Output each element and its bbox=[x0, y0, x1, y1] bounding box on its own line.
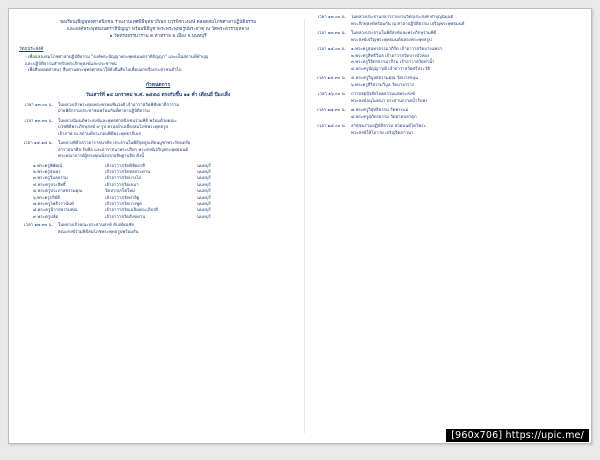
monk-province: นนทบุรี bbox=[197, 176, 211, 182]
schedule-description bbox=[58, 141, 297, 161]
schedule-line: บวชพิธีพระภิกษุสงฆ์ ๙ รูป ครองผ้าเหลืองสมโภชพระพุทธรูป bbox=[58, 125, 169, 130]
right-column bbox=[312, 15, 582, 437]
schedule-description bbox=[351, 47, 582, 73]
schedule-time: เวลา ๑๖.๐๐ น. bbox=[317, 92, 346, 97]
monk-name: ๗.พระครูโพธิวรานันท์ bbox=[33, 201, 74, 207]
schedule-line: ๗.พระครูวิสุทธิธรรม วัดพระแม่ bbox=[351, 108, 409, 113]
schedule-time: เวลา ๑๗.๓๐ น. bbox=[24, 223, 53, 229]
left-schedule-rows bbox=[19, 103, 297, 161]
schedule-row bbox=[312, 108, 582, 121]
schedule-row bbox=[19, 141, 297, 161]
schedule-line: ในหลวงนิมนต์พระสงฆ์และพุทธศาสนิกชนร่วมพิธี พร้อมด้วยคณะ bbox=[58, 118, 177, 124]
image-size-watermark: [960x706] https://upic.me/ bbox=[446, 429, 589, 442]
schedule-line: ๕.พระครูวิบูลย์ธรรมคุณ วัดบางขนุน bbox=[351, 76, 419, 81]
schedule-time: เวลา ๑๗.๓๐ น. bbox=[317, 108, 346, 113]
header-line-2: และองค์พระพุทธมนตราหิปัญญา พร้อมพิธีบูชาพระพระพุทธรูปพระธาตุ ณ วัดพระอารามหลวง bbox=[66, 27, 250, 32]
document-page bbox=[8, 8, 592, 444]
schedule-row bbox=[312, 31, 582, 44]
schedule-line: ในหลวงพิธีกล่าวอาราธนาศีล ประธานในพิธีจุดธูปเทียนบูชาพระรัตนตรัย bbox=[58, 141, 191, 146]
schedule-time: เวลา ๑๓.๓๐ น. bbox=[317, 31, 346, 36]
objectives-title: วัตถุประสงค์ bbox=[19, 47, 44, 52]
schedule-row bbox=[312, 47, 582, 73]
monk-temple: เจ้าอาวาสวัดท่าอิฐ bbox=[105, 195, 140, 201]
schedule-line: ๑.พระครูสุนทรธรรมาภิรัต เจ้าอาวาสวัดบางแพรก bbox=[351, 47, 442, 52]
monk-temple: เจ้าอาวาสวัดเขมา bbox=[105, 182, 139, 188]
monk-name: ๖.พระครูปริยัติ bbox=[33, 195, 61, 201]
monk-province: นนทบุรี bbox=[197, 169, 211, 175]
header-line-1: ขอเรียนเชิญพุทธศาสนิกชน ร่วมงานเทศพิธีพุทธาภิเษก บวรพิชวะพงษ์ ตลอดสมโภชศาลาปฏิบัติธรรม bbox=[59, 20, 257, 25]
monk-name: ๔.พระครูประสิทธิ์ bbox=[33, 182, 66, 188]
monk-name: ๙.พระครูปลัด bbox=[33, 214, 59, 220]
schedule-row bbox=[19, 119, 297, 139]
schedule-row bbox=[19, 103, 297, 116]
schedule-description bbox=[351, 15, 582, 28]
schedule-description bbox=[58, 223, 297, 236]
schedule-line: พระสงฆ์ให้โอวาท เจริญจิตภาวนา bbox=[351, 130, 414, 136]
schedule-line: ๘.พระครูสุภัทรธรรม วัดลาดปลาดุก bbox=[351, 114, 417, 120]
schedule-description bbox=[351, 124, 582, 137]
schedule-description bbox=[58, 103, 297, 116]
schedule-line: พระสงฆ์เจริญพระพุทธมนต์ฉลองพระพุทธรูป bbox=[351, 37, 432, 43]
monk-name: ๒.พระครูสุนทร bbox=[33, 169, 61, 175]
schedule-date: วันเสาร์ที่ ๑๔ มกราคม พ.ศ. ๒๕๕๘ ตรงกับขึ้น ๑๑ ค่ำ เดือนยี่ ปีมะเส็ง bbox=[85, 92, 231, 98]
monk-province: นนทบุรี bbox=[197, 163, 211, 169]
schedule-row bbox=[312, 92, 582, 105]
monk-name: ๓.พระครูวิมลธรรม bbox=[33, 176, 68, 182]
schedule-description bbox=[351, 92, 582, 105]
left-schedule-tail bbox=[19, 223, 297, 236]
monk-province: นนทบุรี bbox=[197, 182, 211, 188]
invitation-header bbox=[19, 19, 297, 40]
monk-temple: เจ้าอาวาสวัดบางพูด bbox=[105, 201, 142, 207]
objective-item: - เพื่อสืบทอดศาสนา สืบสานพระพุทธศาสนาให้ยั่งยืนสืบไปเพื่อบอกหรือประชาชนทั่วไป bbox=[25, 68, 182, 73]
schedule-line: พระภิกษุสงฆ์พร้อมกัน ณ ศาลาปฏิบัติธรรม เจริญพระพุทธมนต์ bbox=[351, 21, 465, 27]
schedule-line: พระคณาจารย์ผู้ทรงคุณนั่งปรกอธิษฐานจิต ดังนี้ bbox=[58, 154, 145, 159]
objective-item: - เพื่อฉลองสมโภชศาลาปฏิบัติธรรม "องค์พระปัญญาพระพุทธมนตราหิปัญญา" และเป็นสถานที่ทำบุญ bbox=[25, 55, 209, 60]
schedule-time: เวลา ๑๓.๐๐ น. bbox=[24, 102, 53, 108]
schedule-line: ฝ่ายพิธีกรรมประชาชนพร้อมกันที่ศาลาปฏิบัติธรรม bbox=[58, 109, 150, 114]
monk-temple: เจ้าอาวาสวัดชลประทาน bbox=[105, 169, 151, 175]
schedule-row bbox=[312, 15, 582, 28]
schedule-line: ๒.พระครูสิทธิวิมล เจ้าอาวาสวัดบางบัวทอง bbox=[351, 53, 430, 59]
schedule-time: เวลา ๑๓.๓๐ น. bbox=[24, 118, 53, 124]
schedule-line: อาราธนาศีล รับศีล และอาราธนาพระปริตร พระสงฆ์เจริญพระพุทธมนต์ bbox=[58, 147, 189, 153]
monk-entry bbox=[33, 215, 297, 221]
monk-temple: เจ้าอาวาสวัดบางไผ่ bbox=[105, 176, 141, 182]
schedule-time: เวลา ๑๔.๐๐ น. bbox=[317, 47, 346, 52]
monk-temple: เจ้าอาวาสวัดพิชัยยาติ bbox=[105, 163, 146, 169]
schedule-row bbox=[19, 223, 297, 236]
schedule-line: ถวายจตุปัจจัยไทยธรรมแด่พระสงฆ์ bbox=[351, 92, 416, 97]
schedule-line: ในหลวงเจ้าพระคุณพระพรหมชินวงศ์ เจ้าอาวาสวัดพิชัยยาติการาม bbox=[58, 102, 180, 108]
schedule-line: พระสงฆ์อนุโมทนา ประธานกรวดน้ำรับพร bbox=[351, 98, 428, 104]
monk-temple: เจ้าอาวาสวัดสังฆทาน bbox=[105, 214, 146, 220]
schedule-row bbox=[312, 124, 582, 137]
schedule-line: ๔.พระครูปัญญาวุฒิ เจ้าอาวาสวัดศรีประวัติ bbox=[351, 66, 430, 72]
schedule-time: เวลา ๑๓.๐๐ น. bbox=[317, 15, 346, 20]
schedule-time: เวลา ๑๔.๑๕ น. bbox=[23, 141, 53, 146]
monk-province: นนทบุรี bbox=[197, 189, 211, 195]
schedule-line: ในหลวงประธานกล่าวรายงานวัตถุประสงค์ ทำบุญนิมนต์ bbox=[351, 15, 454, 20]
schedule-line: ๓.พระครูวิจิตรธรรมาภิรม เจ้าอาวาสวัดท่าน้ำ bbox=[351, 60, 435, 65]
left-column bbox=[19, 15, 297, 437]
objective-item: และปฏิบัติธรรมสำหรับพระภิกษุสงฆ์และประชาชน bbox=[25, 61, 117, 67]
schedule-description bbox=[351, 31, 582, 44]
schedule-line: ในหลวงประธานในพิธีสงฆ์และพระภิกษุร่วมพิธี bbox=[351, 31, 437, 36]
monk-temple: วัดปากเกร็ดใหม่ bbox=[105, 189, 135, 195]
schedule-line: ๖.พระครูสิริธรรมวิบูล วัดบางกร่าง bbox=[351, 82, 414, 88]
monk-province: นนทบุรี bbox=[197, 208, 211, 214]
monk-province: นนทบุรี bbox=[197, 195, 211, 201]
schedule-time: เวลา ๑๕.๓๐ น. bbox=[317, 76, 346, 81]
schedule-row bbox=[312, 76, 582, 89]
schedule-title: กำหนดการ bbox=[145, 81, 171, 88]
right-schedule-rows bbox=[312, 15, 582, 137]
schedule-line: ในหลวงเจ้าคณะประธานสงฆ์ ดับเทียนชัย bbox=[58, 223, 134, 229]
schedule-line: สาธุชนร่วมปฏิบัติธรรม สวดมนต์ไหว้พระ bbox=[351, 124, 426, 129]
schedule-line: คณะสงฆ์ร่วมพิธีสมโภชพระพุทธรูปพร้อมกัน bbox=[58, 229, 139, 235]
schedule-description bbox=[351, 76, 582, 89]
monk-name: ๑.พระครูพิพัฒน์ bbox=[33, 163, 63, 169]
monk-name: ๘.พระครูนิวาสธรรมคุณ bbox=[33, 208, 78, 214]
header-line-3: ๑ วัดทรงธรรมาราม ต.ท่าทราย อ.เมือง จ.นนทบุรี bbox=[109, 34, 207, 39]
monk-province: นนทบุรี bbox=[197, 214, 211, 220]
monk-list bbox=[33, 164, 297, 222]
schedule-time: เวลา ๑๘.๐๐ น. bbox=[317, 124, 346, 129]
schedule-description bbox=[58, 119, 297, 139]
monk-temple: เจ้าอาวาสวัดเฉลิมพระเกียรติ bbox=[105, 208, 159, 214]
schedule-description bbox=[351, 108, 582, 121]
monk-province: นนทบุรี bbox=[197, 201, 211, 207]
schedule-line: เจ้าภาพ ณ สถานที่ประกอบพิธีพระพุทธาภิเษก bbox=[58, 131, 142, 137]
monk-name: ๕.พระครูประภาสธรรมคุณ bbox=[33, 189, 83, 195]
column-divider bbox=[304, 19, 305, 433]
